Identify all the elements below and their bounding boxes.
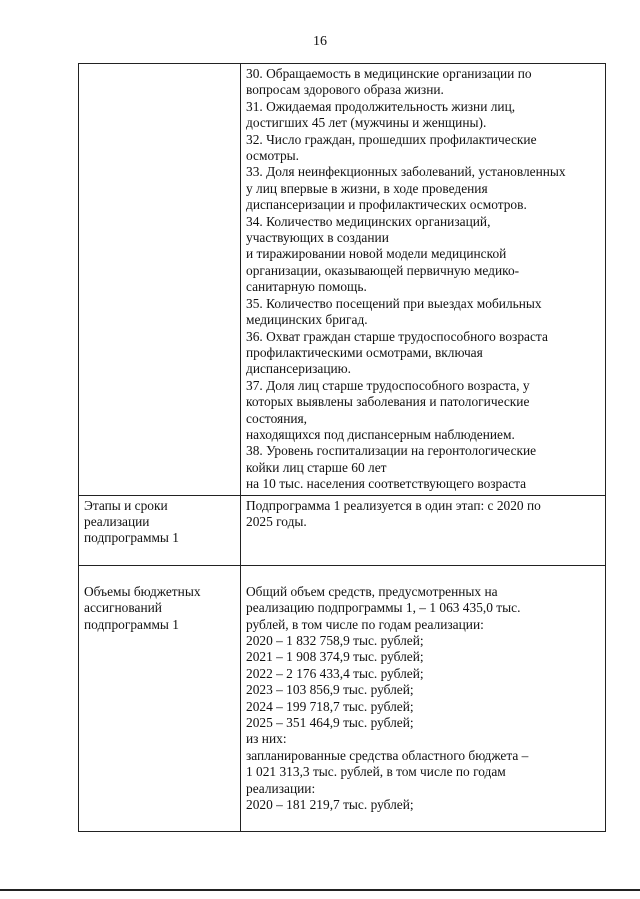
table-row-budget — [79, 565, 606, 832]
text-line: 31. Ожидаемая продолжительность жизни лиц, — [246, 98, 516, 114]
text-line: 2020 – 181 219,7 тыс. рублей; — [246, 797, 414, 813]
cell-spacer — [246, 568, 601, 584]
text-line: запланированные средства областного бюджета – — [246, 747, 529, 763]
text-line: 34. Количество медицинских организаций, — [246, 213, 491, 229]
text-line: 2020 – 1 832 758,9 тыс. рублей; — [246, 633, 424, 648]
label-line: подпрограммы 1 — [84, 616, 179, 632]
stages-cell — [241, 495, 606, 565]
text-line: 32. Число граждан, прошедших профилактические — [246, 131, 537, 147]
text-line: 2022 – 2 176 433,4 тыс. рублей; — [246, 665, 424, 681]
row-label-stages — [79, 495, 241, 565]
text-line: состояния, — [246, 410, 308, 426]
row-label-budget — [79, 565, 241, 832]
label-line: реализации — [84, 513, 150, 529]
budget-cell — [241, 565, 606, 832]
text-line: из них: — [246, 731, 287, 747]
table-row-indicators — [79, 64, 606, 496]
label-line: Объемы бюджетных — [84, 583, 201, 599]
text-line: Общий объем средств, предусмотренных на — [246, 583, 498, 599]
text-line: 2025 годы. — [246, 513, 307, 529]
text-line: койки лиц старше 60 лет — [246, 459, 387, 475]
text-line: 2023 – 103 856,9 тыс. рублей; — [246, 682, 414, 698]
text-line: которых выявлены заболевания и патологические — [246, 394, 530, 410]
text-line: диспансеризацию. — [246, 361, 352, 377]
text-line: 30. Обращаемость в медицинские организации по — [246, 66, 532, 81]
text-line: 38. Уровень госпитализации на геронтологические — [246, 443, 537, 459]
page-number: 16 — [313, 34, 327, 49]
passport-table — [78, 63, 606, 832]
text-line: 37. Доля лиц старше трудоспособного возраста, у — [246, 377, 530, 393]
text-line: 36. Охват граждан старше трудоспособного возраста — [246, 328, 548, 344]
label-line: подпрограммы 1 — [84, 530, 179, 546]
label-line: ассигнований — [84, 600, 162, 616]
indicators-cell — [241, 64, 606, 496]
text-line: участвующих в создании — [246, 230, 389, 246]
text-line: диспансеризации и профилактических осмотров. — [246, 197, 527, 213]
text-line: медицинских бригад. — [246, 312, 368, 328]
label-line: Этапы и сроки — [84, 497, 168, 513]
text-line: реализации: — [246, 780, 316, 796]
text-line: Подпрограмма 1 реализуется в один этап: с 2020 по — [246, 497, 541, 513]
text-line: реализацию подпрограммы 1, – 1 063 435,0 тыс. — [246, 600, 521, 616]
text-line: 35. Количество посещений при выездах мобильных — [246, 295, 542, 311]
text-line: 2024 – 199 718,7 тыс. рублей; — [246, 698, 414, 714]
text-line: достигших 45 лет (мужчины и женщины). — [246, 115, 487, 131]
text-line: и тиражировании новой модели медицинской — [246, 246, 507, 262]
bottom-rule — [0, 889, 640, 891]
text-line: организации, оказывающей первичную медико- — [246, 262, 520, 278]
cell-spacer — [246, 813, 601, 829]
text-line: профилактическими осмотрами, включая — [246, 344, 483, 360]
text-line: 2025 – 351 464,9 тыс. рублей; — [246, 715, 414, 731]
row-label-empty — [79, 64, 241, 496]
text-line: санитарную помощь. — [246, 279, 367, 295]
cell-spacer — [84, 568, 236, 584]
text-line: рублей, в том числе по годам реализации: — [246, 616, 484, 632]
text-line: у лиц впервые в жизни, в ходе проведения — [246, 180, 488, 196]
table-row-stages — [79, 495, 606, 565]
text-line: 33. Доля неинфекционных заболеваний, установленных — [246, 164, 566, 180]
text-line: на 10 тыс. населения соответствующего возраста — [246, 476, 527, 492]
text-line: находящихся под диспансерным наблюдением. — [246, 426, 515, 442]
text-line: вопросам здорового образа жизни. — [246, 82, 444, 98]
text-line: осмотры. — [246, 148, 300, 164]
text-line: 2021 – 1 908 374,9 тыс. рублей; — [246, 649, 424, 665]
text-line: 1 021 313,3 тыс. рублей, в том числе по годам — [246, 764, 506, 780]
cell-spacer — [84, 547, 236, 563]
